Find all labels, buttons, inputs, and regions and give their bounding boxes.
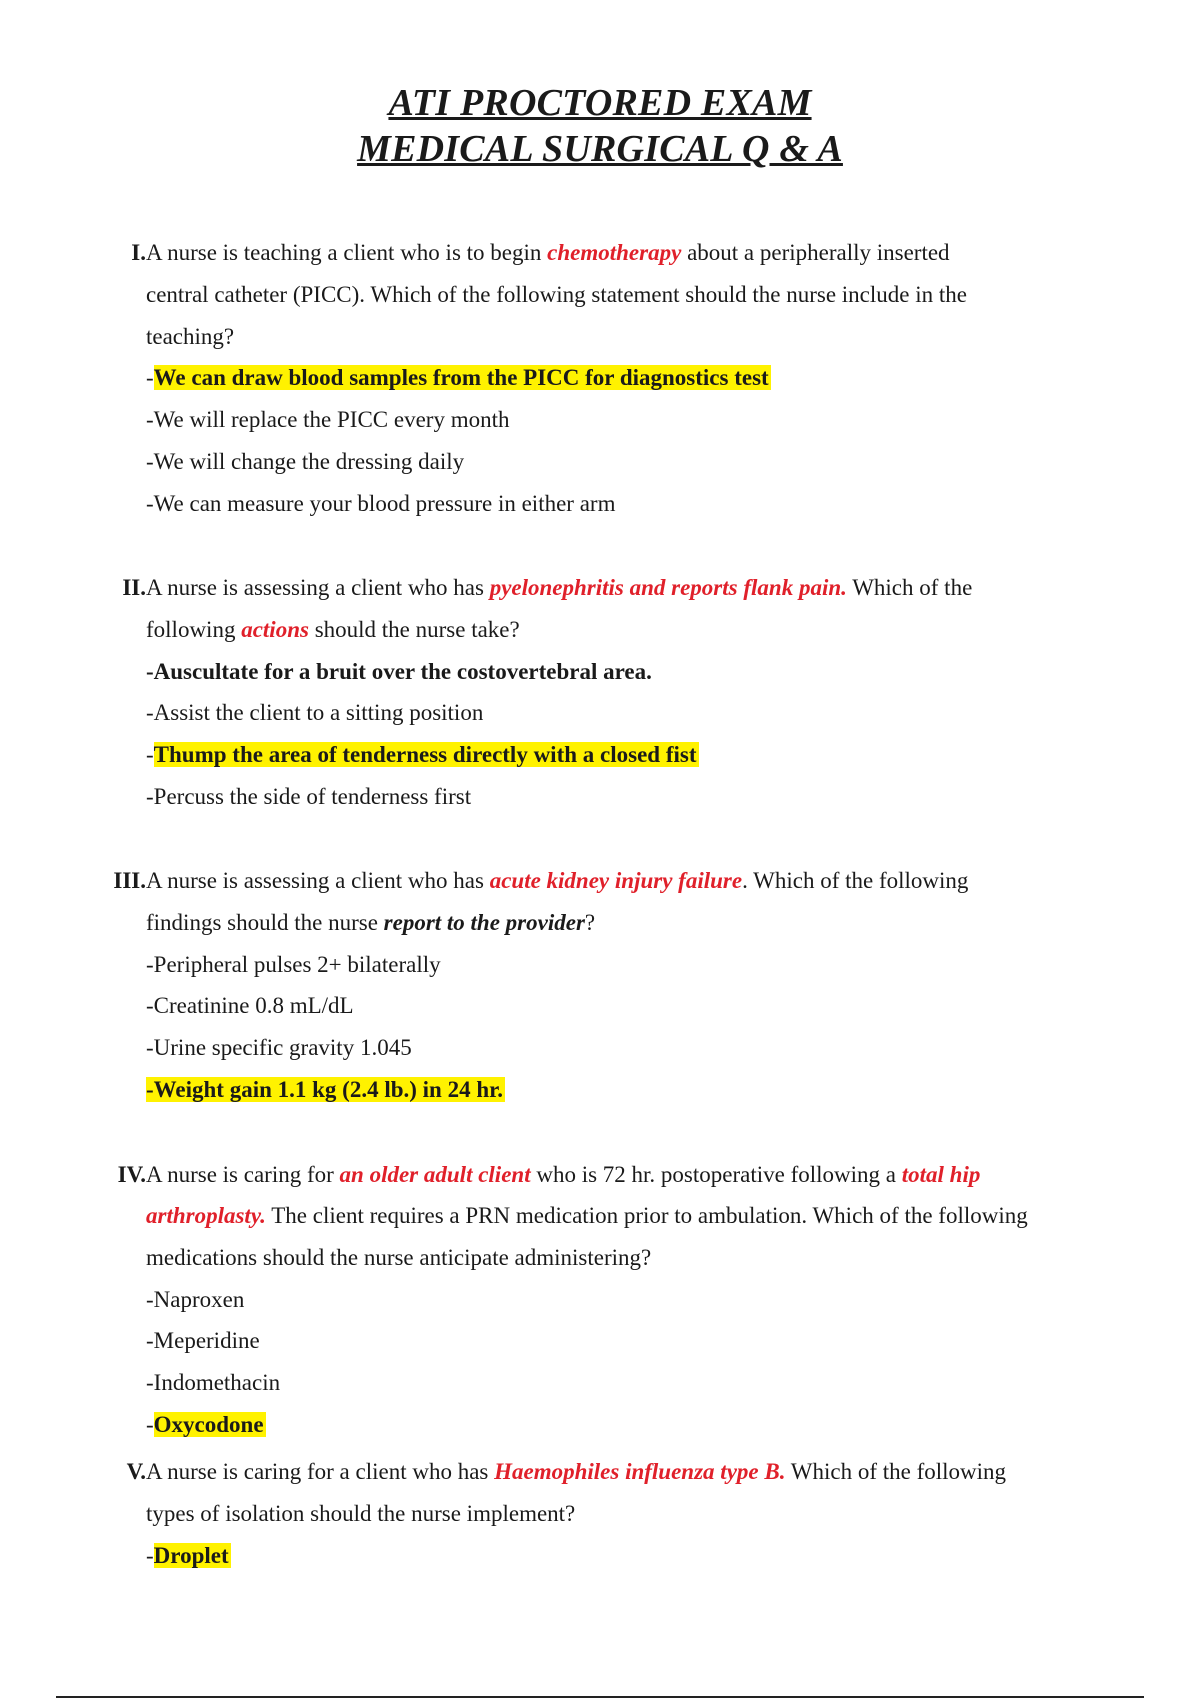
question-text-line-2: types of isolation should the nurse implement? [146, 1501, 576, 1526]
answer-option: -Creatinine 0.8 mL/dL [146, 993, 354, 1018]
correct-answer-highlight: Droplet [153, 1543, 229, 1568]
answer-option-correct: -Thump the area of tenderness directly with a closed fist [146, 742, 697, 767]
question-text-line-1: A nurse is assessing a client who has acute kidney injury failure. Which of the following [146, 868, 969, 893]
answer-option-correct: -Oxycodone [146, 1412, 264, 1437]
answer-option: -We will change the dressing daily [146, 449, 465, 474]
keyword-highlight: pyelonephritis and reports flank pain. [489, 575, 847, 600]
keyword-highlight: Haemophiles influenza type B. [494, 1459, 786, 1484]
question-text-line-2: arthroplasty. The client requires a PRN medication prior to ambulation. Which of the following [146, 1203, 1028, 1228]
keyword-highlight: arthroplasty. [146, 1203, 266, 1228]
correct-answer-highlight: We can draw blood samples from the PICC for diagnostics test [153, 365, 769, 390]
answer-option-correct: -We can draw blood samples from the PICC for diagnostics test [146, 365, 769, 390]
question-text-line-1: A nurse is assessing a client who has pyelonephritis and reports flank pain. Which of the [146, 575, 973, 600]
answer-option: -Urine specific gravity 1.045 [146, 1035, 412, 1060]
answer-option: -Assist the client to a sitting position [146, 700, 484, 725]
answer-option: -Indomethacin [146, 1370, 281, 1395]
keyword-emphasis: report to the provider [383, 910, 585, 935]
footer-rule [56, 1696, 1144, 1698]
keyword-highlight: acute kidney injury failure [489, 868, 743, 893]
answer-option: -Meperidine [146, 1328, 260, 1353]
question-number: III. [113, 868, 146, 893]
keyword-highlight: an older adult client [339, 1162, 531, 1187]
keyword-highlight: chemotherapy [547, 240, 682, 265]
question-number: IV. [117, 1162, 146, 1187]
correct-answer-highlight: Oxycodone [153, 1412, 264, 1437]
question-number: II. [122, 575, 146, 600]
question-text-line-2: central catheter (PICC). Which of the following statement should the nurse include in the [146, 282, 967, 307]
question-text-line-1: A nurse is teaching a client who is to begin chemotherapy about a peripherally inserted [146, 240, 950, 265]
correct-answer-highlight: -Weight gain 1.1 kg (2.4 lb.) in 24 hr. [146, 1077, 503, 1102]
keyword-highlight: total hip [901, 1162, 981, 1187]
question-text-line-2: findings should the nurse report to the provider? [146, 910, 596, 935]
document-title-line-2: MEDICAL SURGICAL Q & A [357, 128, 843, 170]
answer-option: -Percuss the side of tenderness first [146, 784, 472, 809]
question-text-line-1: A nurse is caring for an older adult client who is 72 hr. postoperative following a total hip [146, 1162, 981, 1187]
answer-option: -We will replace the PICC every month [146, 407, 510, 432]
question-number: I. [131, 240, 146, 265]
answer-option-bold: -Auscultate for a bruit over the costovertebral area. [146, 659, 652, 684]
question-number: V. [126, 1459, 146, 1484]
correct-answer-highlight: Thump the area of tenderness directly with a closed fist [153, 742, 697, 767]
answer-option: -Peripheral pulses 2+ bilaterally [146, 952, 441, 977]
answer-option: -We can measure your blood pressure in either arm [146, 491, 616, 516]
question-text-line-3: medications should the nurse anticipate administering? [146, 1245, 652, 1270]
document-title-line-1: ATI PROCTORED EXAM [388, 82, 812, 124]
answer-option-correct [146, 1075, 505, 1105]
answer-option: -Naproxen [146, 1287, 245, 1312]
question-text-line-3: teaching? [146, 324, 235, 349]
question-text-line-2: following actions should the nurse take? [146, 617, 520, 642]
question-text-line-1: A nurse is caring for a client who has Haemophiles influenza type B. Which of the following [146, 1459, 1007, 1484]
answer-option-correct: -Droplet [146, 1543, 229, 1568]
keyword-highlight: actions [241, 617, 309, 642]
